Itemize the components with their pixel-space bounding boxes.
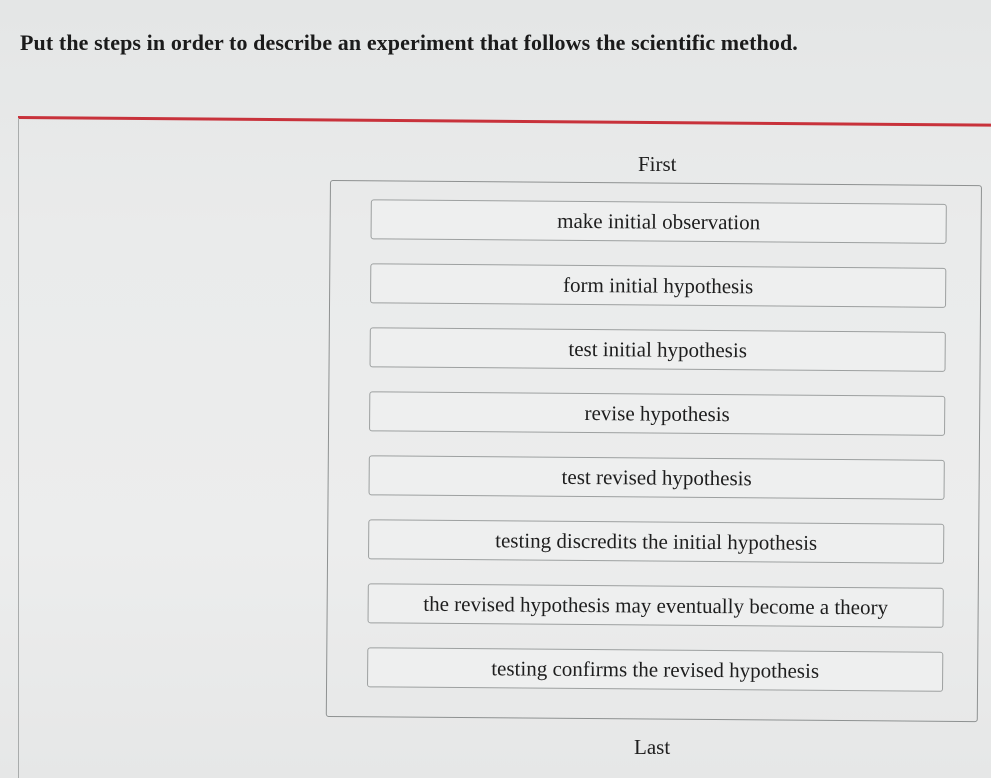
step-item-3[interactable]: test initial hypothesis xyxy=(370,327,946,372)
step-item-2[interactable]: form initial hypothesis xyxy=(370,263,946,308)
section-divider xyxy=(18,116,991,127)
step-item-5[interactable]: test revised hypothesis xyxy=(369,455,945,500)
step-item-6[interactable]: testing discredits the initial hypothesis xyxy=(368,519,944,564)
question-prompt: Put the steps in order to describe an experiment that follows the scientific method. xyxy=(20,30,798,55)
first-label: First xyxy=(638,152,677,176)
step-item-8[interactable]: testing confirms the revised hypothesis xyxy=(367,647,943,692)
ordering-list xyxy=(326,180,982,722)
step-item-7[interactable]: the revised hypothesis may eventually become a theory xyxy=(368,583,944,628)
step-item-1[interactable]: make initial observation xyxy=(371,199,947,244)
step-item-4[interactable]: revise hypothesis xyxy=(369,391,945,436)
left-rule xyxy=(18,118,19,778)
last-label: Last xyxy=(634,735,671,759)
